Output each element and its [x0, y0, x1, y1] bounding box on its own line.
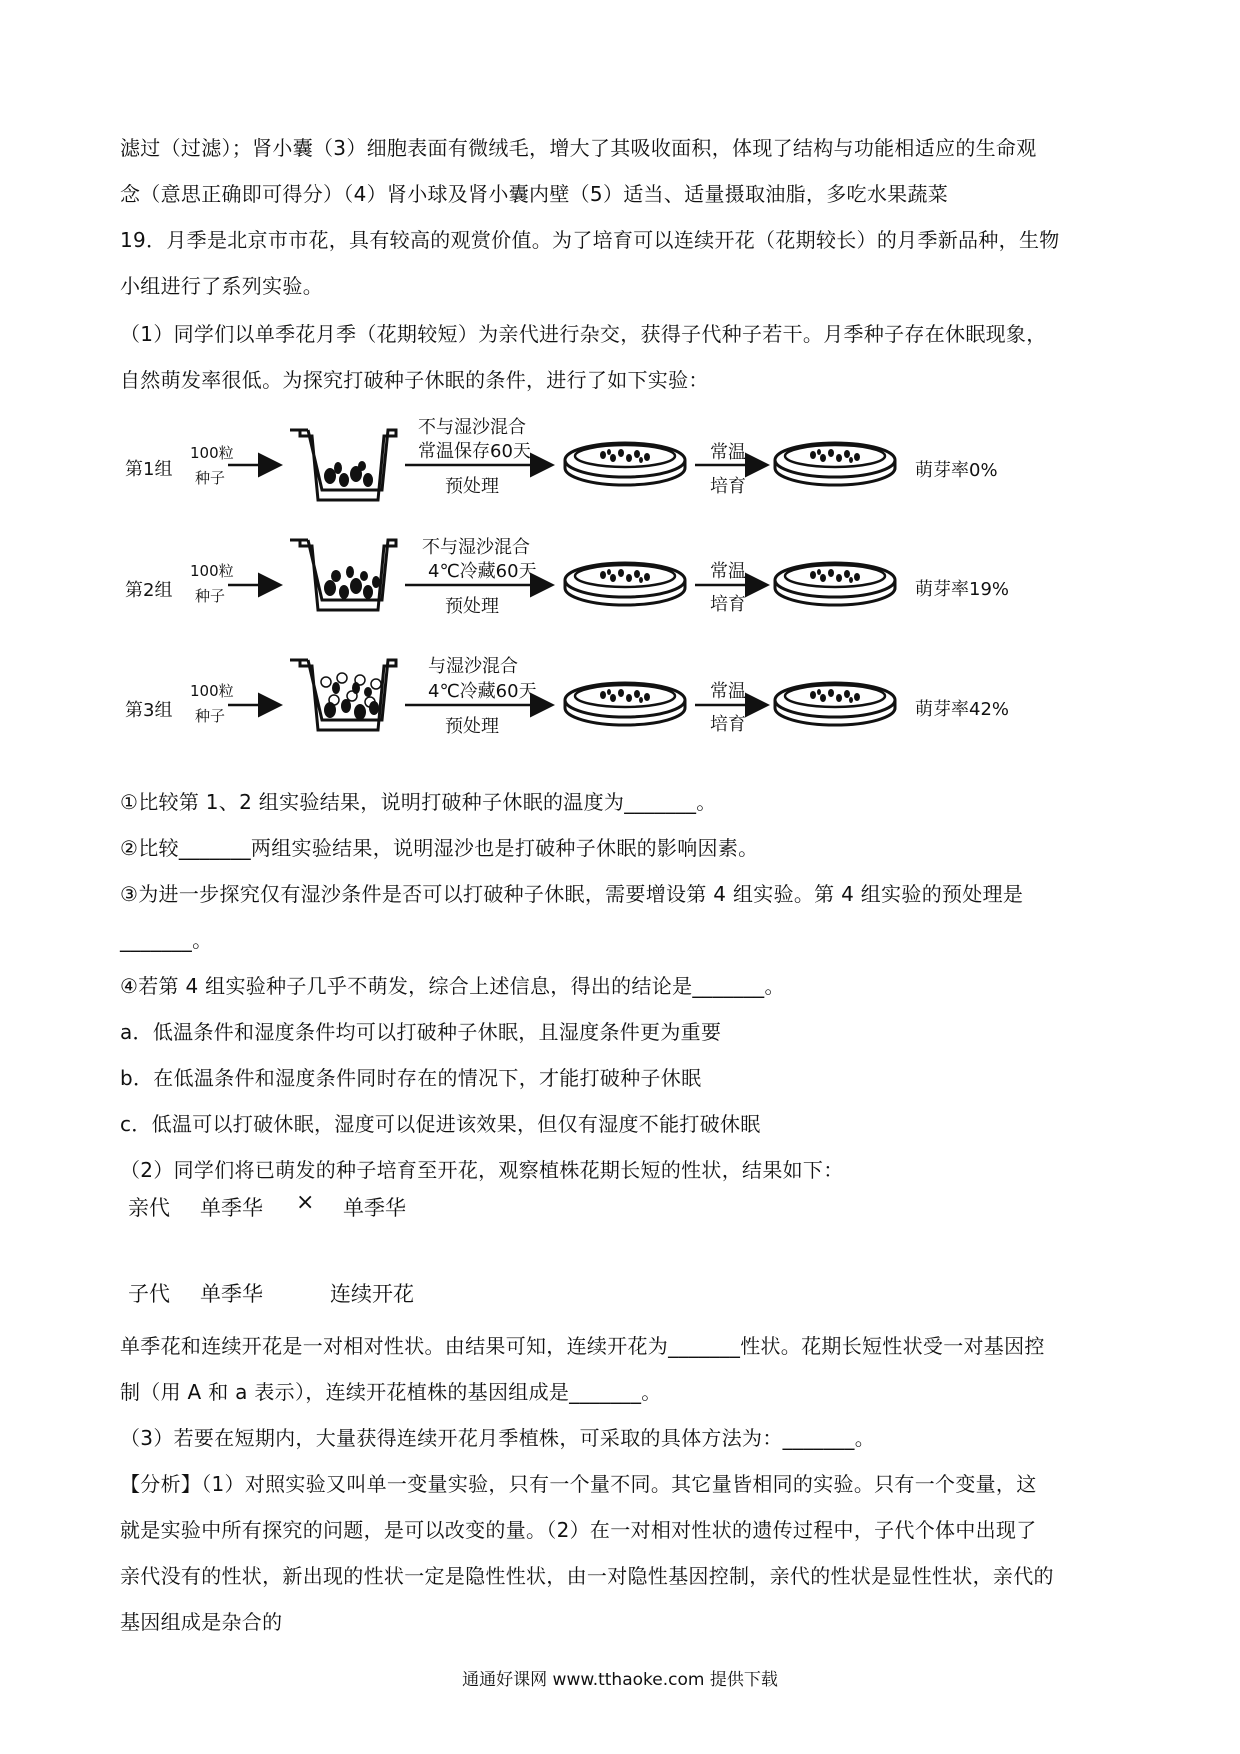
option-c: c．低温可以打破休眠，湿度可以促进该效果，但仅有湿度不能打破休眠	[120, 1112, 761, 1136]
question-line: _______。	[120, 928, 213, 952]
group-label: 第2组	[125, 580, 173, 601]
experiment-drawing	[0, 0, 1240, 760]
condition-line1: 常温	[710, 442, 746, 463]
pretreatment-label: 预处理	[445, 596, 499, 617]
condition-line1: 常温	[710, 681, 746, 702]
analysis-line: 就是实验中所有探究的问题，是可以改变的量。（2）在一对相对性状的遗传过程中，子代个体中出现了	[120, 1518, 1037, 1542]
treatment-line2: 4℃冷藏60天	[428, 681, 537, 702]
cross-symbol: ×	[296, 1190, 315, 1215]
seed-count: 100粒	[190, 562, 234, 580]
seed-count: 100粒	[190, 682, 234, 700]
question-line: ②比较_______两组实验结果，说明湿沙也是打破种子休眠的影响因素。	[120, 836, 759, 860]
analysis-line: 基因组成是杂合的	[120, 1610, 283, 1634]
group-label: 第3组	[125, 700, 173, 721]
question-line: （2）同学们将已萌发的种子培育至开花，观察植株花期长短的性状，结果如下：	[120, 1158, 844, 1182]
group-label: 第1组	[125, 459, 173, 480]
seed-label: 种子	[195, 469, 226, 487]
child-label: 子代	[128, 1282, 170, 1306]
condition-line2: 培育	[710, 714, 746, 735]
germination-rate: 萌芽率19%	[915, 579, 1010, 600]
text-line: 19．月季是北京市市花，具有较高的观赏价值。为了培育可以连续开花（花期较长）的月季新品种，生物	[120, 228, 1060, 252]
treatment-line1: 与湿沙混合	[428, 656, 518, 677]
text-line: （3）若要在短期内，大量获得连续开花月季植株，可采取的具体方法为：_______。	[120, 1426, 876, 1450]
parent-label: 亲代	[128, 1196, 170, 1220]
text-line: 自然萌发率很低。为探究打破种子休眠的条件，进行了如下实验：	[120, 368, 709, 392]
parent1: 单季华	[200, 1196, 263, 1220]
pretreatment-label: 预处理	[445, 716, 499, 737]
text-line: 小组进行了系列实验。	[120, 274, 323, 298]
treatment-line1: 不与湿沙混合	[422, 537, 530, 558]
child1: 单季华	[200, 1282, 263, 1306]
treatment-line1: 不与湿沙混合	[418, 417, 526, 438]
question-line: ④若第 4 组实验种子几乎不萌发，综合上述信息，得出的结论是_______。	[120, 974, 785, 998]
option-a: a．低温条件和湿度条件均可以打破种子休眠，且湿度条件更为重要	[120, 1020, 722, 1044]
analysis-line: 【分析】（1）对照实验又叫单一变量实验，只有一个量不同。其它量皆相同的实验。只有一个变量，这	[120, 1472, 1037, 1496]
text-line: 单季花和连续开花是一对相对性状。由结果可知，连续开花为_______性状。花期长短性状受一对基因控	[120, 1334, 1045, 1358]
treatment-line2: 常温保存60天	[418, 441, 531, 462]
condition-line1: 常温	[710, 561, 746, 582]
pretreatment-label: 预处理	[445, 476, 499, 497]
option-b: b．在低温条件和湿度条件同时存在的情况下，才能打破种子休眠	[120, 1066, 702, 1090]
text-line: 念（意思正确即可得分）（4）肾小球及肾小囊内壁（5）适当、适量摄取油脂，多吃水果蔬菜	[120, 182, 949, 206]
seed-label: 种子	[195, 707, 226, 725]
analysis-line: 亲代没有的性状，新出现的性状一定是隐性性状，由一对隐性基因控制，亲代的性状是显性性状，亲代的	[120, 1564, 1054, 1588]
text-line: 滤过（过滤）；肾小囊（3）细胞表面有微绒毛，增大了其吸收面积，体现了结构与功能相适应的生命观	[120, 136, 1037, 160]
question-line: ③为进一步探究仅有湿沙条件是否可以打破种子休眠，需要增设第 4 组实验。第 4 组实验的预处理是	[120, 882, 1024, 906]
text-line: 制（用 A 和 a 表示），连续开花植株的基因组成是_______。	[120, 1380, 662, 1404]
condition-line2: 培育	[710, 476, 746, 497]
treatment-line2: 4℃冷藏60天	[428, 561, 537, 582]
page-footer: 通通好课网 www.tthaoke.com 提供下载	[462, 1670, 778, 1690]
germination-rate: 萌芽率42%	[915, 699, 1010, 720]
germination-rate: 萌芽率0%	[915, 460, 998, 481]
condition-line2: 培育	[710, 594, 746, 615]
parent2: 单季华	[343, 1196, 406, 1220]
seed-count: 100粒	[190, 444, 234, 462]
child2: 连续开花	[330, 1282, 414, 1306]
seed-label: 种子	[195, 587, 226, 605]
question-line: ①比较第 1、2 组实验结果，说明打破种子休眠的温度为_______。	[120, 790, 717, 814]
text-line: （1）同学们以单季花月季（花期较短）为亲代进行杂交，获得子代种子若干。月季种子存在休眠现象，	[120, 322, 1047, 346]
